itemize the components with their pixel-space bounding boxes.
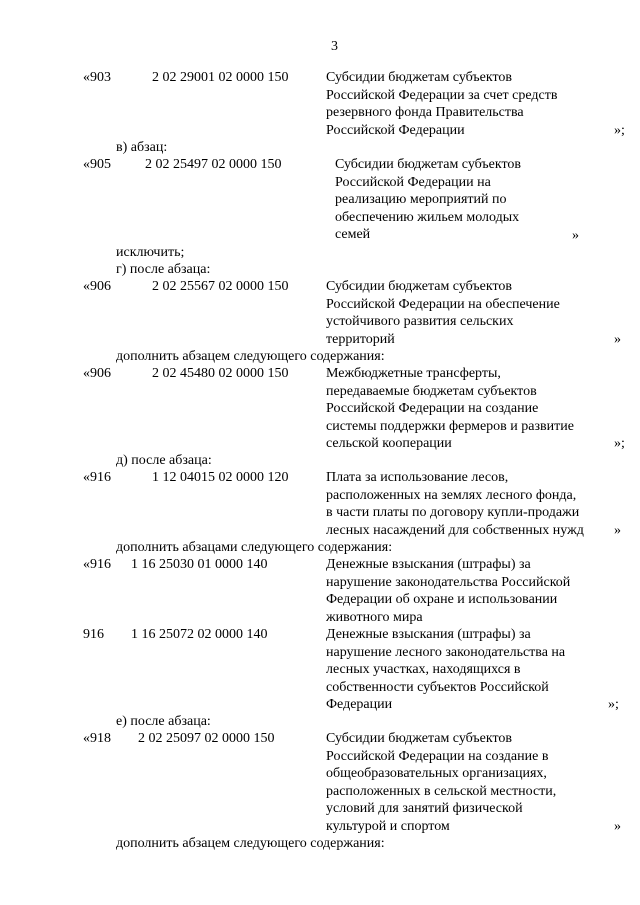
budget-code: 2 02 25567 02 0000 150 xyxy=(152,279,289,294)
description-line: резервного фонда Правительства xyxy=(326,105,524,121)
instruction-paragraph-d: д) после абзаца: xyxy=(116,453,212,468)
admin-code: «905 xyxy=(83,157,111,172)
description-line: устойчивого развития сельских xyxy=(326,314,514,330)
description-line: Денежные взыскания (штрафы) за xyxy=(326,627,531,642)
description-line: Федерации об охране и использовании xyxy=(326,592,558,608)
description-line: обеспечению жильем молодых xyxy=(335,209,520,225)
income-description xyxy=(326,365,616,453)
description-line: лесных участках, находящихся в xyxy=(326,662,521,678)
admin-code: «903 xyxy=(83,70,111,85)
closing-quote: » xyxy=(614,523,621,538)
description-line: Субсидии бюджетам субъектов xyxy=(335,157,522,172)
admin-code: «916 xyxy=(83,470,111,485)
instruction-add-paragraph: дополнить абзацем следующего содержания: xyxy=(116,349,385,364)
description-line: Федерации xyxy=(326,697,393,713)
income-description xyxy=(326,469,616,539)
income-description xyxy=(326,278,616,348)
closing-quote: »; xyxy=(608,697,619,712)
description-line: семей xyxy=(335,227,371,243)
description-line: передаваемые бюджетам субъектов xyxy=(326,383,537,399)
instruction-add-paragraphs: дополнить абзацами следующего содержания: xyxy=(116,540,393,555)
description-line: Межбюджетные трансферты, xyxy=(326,366,501,381)
admin-code: 916 xyxy=(83,627,104,642)
description-line: нарушение законодательства Российской xyxy=(326,574,571,590)
instruction-paragraph-g: г) после абзаца: xyxy=(116,262,211,277)
description-line: Российской Федерации на создание xyxy=(326,401,539,417)
description-line: Денежные взыскания (штрафы) за xyxy=(326,557,531,572)
instruction-exclude: исключить; xyxy=(116,245,185,260)
description-line: Субсидии бюджетам субъектов xyxy=(326,731,513,746)
budget-code: 1 16 25072 02 0000 140 xyxy=(131,627,268,642)
description-line: Российской Федерации на xyxy=(335,174,491,190)
description-line: Российской Федерации на обеспечение xyxy=(326,296,560,312)
budget-code: 2 02 45480 02 0000 150 xyxy=(152,366,289,381)
description-line: территорий xyxy=(326,331,395,347)
budget-code: 2 02 25497 02 0000 150 xyxy=(145,157,282,172)
description-line: лесных насаждений для собственных нужд xyxy=(326,522,584,538)
page-number: 3 xyxy=(331,39,338,54)
budget-code: 2 02 29001 02 0000 150 xyxy=(152,70,289,85)
admin-code: «906 xyxy=(83,366,111,381)
instruction-paragraph-e: е) после абзаца: xyxy=(116,714,211,729)
description-line: Российской Федерации xyxy=(326,122,465,138)
description-line: расположенных на землях лесного фонда, xyxy=(326,487,577,503)
description-line: расположенных в сельской местности, xyxy=(326,783,557,799)
description-line: культурой и спортом xyxy=(326,818,450,834)
closing-quote: » xyxy=(572,228,579,243)
description-line: в части платы по договору купли-продажи xyxy=(326,505,580,521)
description-line: реализацию мероприятий по xyxy=(335,192,507,208)
income-description xyxy=(335,156,625,244)
closing-quote: » xyxy=(614,332,621,347)
budget-code: 2 02 25097 02 0000 150 xyxy=(138,731,275,746)
admin-code: «918 xyxy=(83,731,111,746)
description-line: Плата за использование лесов, xyxy=(326,470,509,485)
instruction-paragraph-v: в) абзац: xyxy=(116,140,168,155)
income-description xyxy=(326,69,616,139)
income-description xyxy=(326,556,616,626)
description-line: общеобразовательных организациях, xyxy=(326,766,547,782)
description-line: сельской кооперации xyxy=(326,436,452,452)
closing-quote: » xyxy=(614,819,621,834)
description-line: Субсидии бюджетам субъектов xyxy=(326,279,513,294)
closing-quote: »; xyxy=(614,123,625,138)
income-description xyxy=(326,730,616,836)
instruction-add-paragraph: дополнить абзацем следующего содержания: xyxy=(116,836,385,851)
admin-code: «906 xyxy=(83,279,111,294)
budget-code: 1 16 25030 01 0000 140 xyxy=(131,557,268,572)
closing-quote: »; xyxy=(614,436,625,451)
admin-code: «916 xyxy=(83,557,111,572)
description-line: нарушение лесного законодательства на xyxy=(326,644,566,660)
description-line: системы поддержки фермеров и развитие xyxy=(326,418,574,434)
description-line: Субсидии бюджетам субъектов xyxy=(326,70,513,85)
description-line: условий для занятий физической xyxy=(326,801,523,817)
income-description xyxy=(326,626,616,714)
description-line: животного мира xyxy=(326,609,423,625)
budget-code: 1 12 04015 02 0000 120 xyxy=(152,470,289,485)
description-line: Российской Федерации за счет средств xyxy=(326,87,558,103)
description-line: Российской Федерации на создание в xyxy=(326,748,549,764)
description-line: собственности субъектов Российской xyxy=(326,679,549,695)
